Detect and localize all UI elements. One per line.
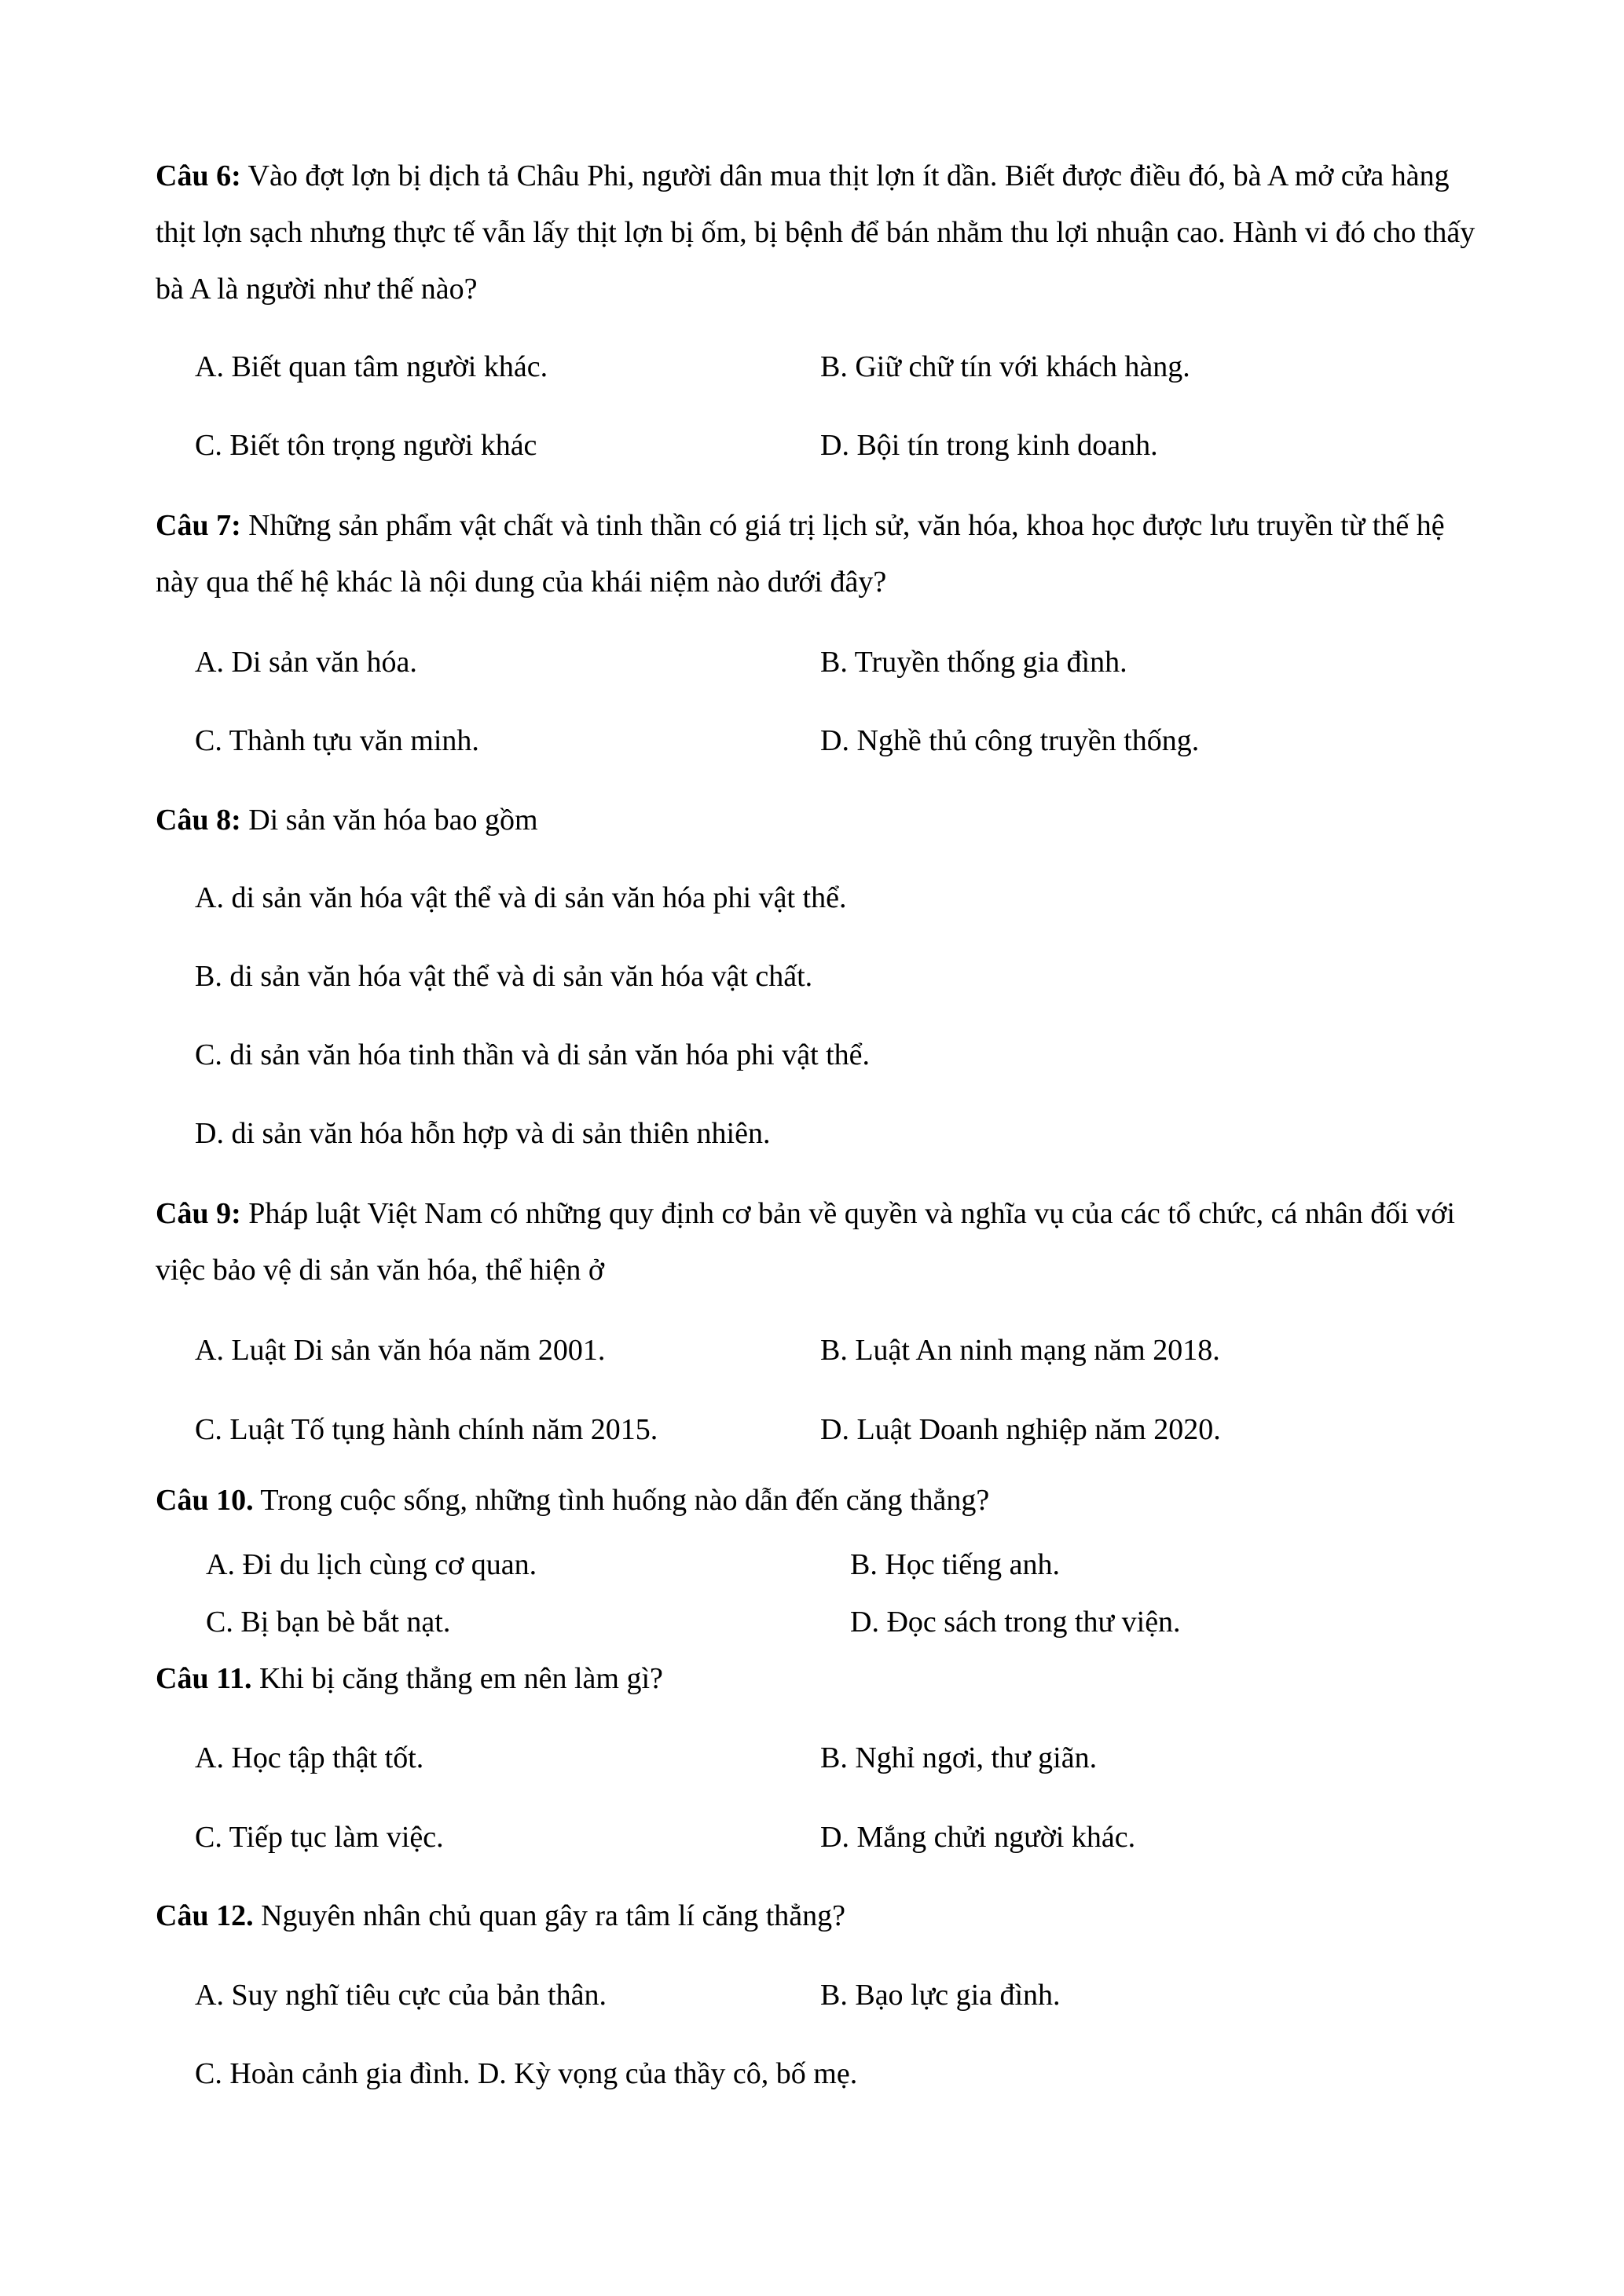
option-d: D. Mắng chửi người khác. <box>820 1821 1136 1854</box>
option-d: D. Luật Doanh nghiệp năm 2020. <box>820 1413 1221 1446</box>
question-number: Câu 11. <box>156 1662 252 1695</box>
question-number: Câu 7: <box>156 509 241 542</box>
option-b: B. Giữ chữ tín với khách hàng. <box>820 350 1190 383</box>
option-c: C. Tiếp tục làm việc. <box>195 1821 444 1854</box>
question-text: Nguyên nhân chủ quan gây ra tâm lí căng thẳng? <box>253 1899 845 1932</box>
option-a: A. Luật Di sản văn hóa năm 2001. <box>195 1334 606 1367</box>
question-text: Pháp luật Việt Nam có những quy định cơ bản về quyền và nghĩa vụ của các tổ chức, cá nhân đối với việc bảo vệ di sản văn hóa, thể hiện ở <box>156 1197 1455 1287</box>
option-b: B. Bạo lực gia đình. <box>820 1979 1061 2012</box>
question-8 <box>156 792 1491 848</box>
question-number: Câu 12. <box>156 1899 254 1932</box>
option-b: B. Luật An ninh mạng năm 2018. <box>820 1334 1220 1367</box>
option-b: B. Học tiếng anh. <box>850 1548 1061 1581</box>
option-a: A. Học tập thật tốt. <box>195 1741 424 1774</box>
question-6 <box>156 148 1491 317</box>
option-c: C. Luật Tố tụng hành chính năm 2015. <box>195 1413 658 1446</box>
question-text: Trong cuộc sống, những tình huống nào dẫn đến căng thẳng? <box>253 1484 990 1517</box>
option-b: B. Nghỉ ngơi, thư giãn. <box>820 1741 1098 1774</box>
option-d: D. Bội tín trong kinh doanh. <box>820 429 1158 462</box>
option-a: A. Di sản văn hóa. <box>195 646 417 679</box>
question-10 <box>156 1481 1491 1520</box>
option-a: A. Đi du lịch cùng cơ quan. <box>206 1548 537 1581</box>
question-number: Câu 8: <box>156 804 241 837</box>
question-number: Câu 9: <box>156 1197 241 1230</box>
question-number: Câu 10. <box>156 1484 254 1517</box>
option-c: C. Biết tôn trọng người khác <box>195 429 537 462</box>
question-9 <box>156 1185 1491 1298</box>
option-d: D. Đọc sách trong thư viện. <box>850 1606 1181 1639</box>
option-c: C. Thành tựu văn minh. <box>195 724 479 757</box>
option-a: A. Suy nghĩ tiêu cực của bản thân. <box>195 1979 607 2012</box>
option-a: A. di sản văn hóa vật thể và di sản văn hóa phi vật thể. <box>195 881 847 914</box>
question-text: Di sản văn hóa bao gồm <box>240 804 538 837</box>
option-b: B. di sản văn hóa vật thể và di sản văn hóa vật chất. <box>195 960 813 993</box>
option-a: A. Biết quan tâm người khác. <box>195 350 548 383</box>
question-12 <box>156 1896 1491 1935</box>
option-d: D. Nghề thủ công truyền thống. <box>820 724 1200 757</box>
option-d: D. di sản văn hóa hỗn hợp và di sản thiên nhiên. <box>195 1117 771 1150</box>
option-c-d: C. Hoàn cảnh gia đình. D. Kỳ vọng của thầy cô, bố mẹ. <box>195 2057 858 2090</box>
question-text: Những sản phẩm vật chất và tinh thần có giá trị lịch sử, văn hóa, khoa học được lưu truyền từ thế hệ này qua thế hệ khác là nội dung của khái niệm nào dưới đây? <box>156 509 1445 599</box>
question-text: Khi bị căng thẳng em nên làm gì? <box>251 1662 663 1695</box>
option-c: C. Bị bạn bè bắt nạt. <box>206 1606 451 1639</box>
question-11 <box>156 1659 1491 1698</box>
question-number: Câu 6: <box>156 159 241 192</box>
question-text: Vào đợt lợn bị dịch tả Châu Phi, người dân mua thịt lợn ít dần. Biết được điều đó, bà A mở cửa hàng thịt lợn sạch nhưng thực tế vẫn lấy thịt lợn bị ốm, bị bệnh để bán nhằm thu lợi nhuận cao. Hành vi đó cho thấy bà A là người như thế nào? <box>156 159 1476 306</box>
option-b: B. Truyền thống gia đình. <box>820 646 1127 679</box>
question-7 <box>156 497 1491 610</box>
option-c: C. di sản văn hóa tinh thần và di sản văn hóa phi vật thể. <box>195 1038 871 1071</box>
